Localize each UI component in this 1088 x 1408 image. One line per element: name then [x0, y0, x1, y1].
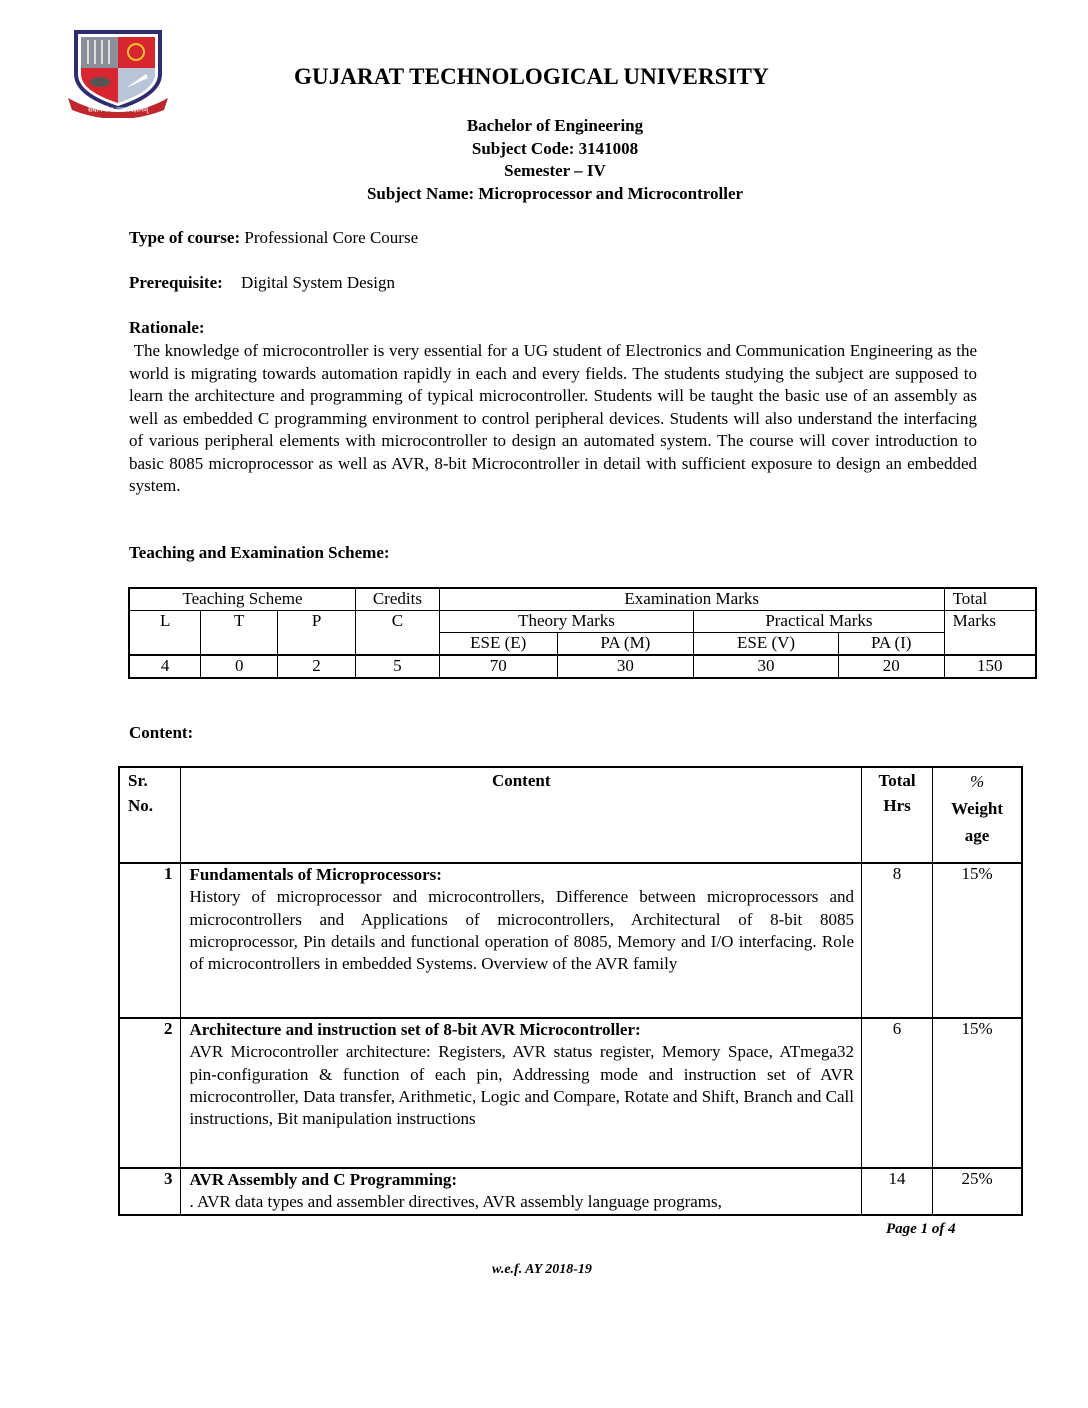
content-heading: Content:	[129, 723, 194, 742]
col-pa-m: PA (M)	[557, 633, 694, 656]
prerequisite-label: Prerequisite:	[129, 273, 223, 292]
scheme-heading: Teaching and Examination Scheme:	[129, 543, 390, 562]
row-hrs: 6	[862, 1018, 933, 1168]
row-title: Architecture and instruction set of 8-bit AVR Microcontroller:	[189, 1020, 641, 1039]
header-weightage: % Weight age	[933, 767, 1022, 863]
row-hrs: 8	[862, 863, 933, 1018]
row-title: Fundamentals of Microprocessors:	[189, 865, 442, 884]
row-content	[181, 1018, 862, 1168]
prerequisite	[129, 273, 395, 293]
gtu-crest-logo	[64, 24, 172, 118]
row-weight: 15%	[933, 1018, 1022, 1168]
value-ese-e: 70	[439, 655, 557, 678]
row-weight: 25%	[933, 1168, 1022, 1215]
teaching-scheme-header: Teaching Scheme	[129, 588, 355, 611]
row-weight: 15%	[933, 863, 1022, 1018]
prerequisite-value: Digital System Design	[241, 273, 395, 292]
content-table	[118, 766, 1023, 1216]
subject-code: Subject Code: 3141008	[471, 138, 639, 158]
col-ese-v: ESE (V)	[694, 633, 839, 656]
col-pa-i: PA (I)	[838, 633, 944, 656]
col-L: L	[129, 611, 201, 656]
content-row	[119, 1018, 1022, 1168]
row-body: . AVR data types and assembler directives, AVR assembly language programs,	[189, 1192, 722, 1212]
course-header	[300, 115, 810, 205]
practical-marks-header: Practical Marks	[694, 611, 944, 633]
col-T: T	[201, 611, 278, 656]
rationale-text: The knowledge of microcontroller is very essential for a UG student of Electronics and Communication Engineering as the world is migrating towards automation rapidly in each and every fields. The students studying the subject are supposed to learn the architecture and programming of typical microcontroller. Students will be taught the basic use of an assembly as well as embedded C programming environment to control peripheral devices. Students will also understand the interfacing of various peripheral elements with microcontroller to design an automated system. The course will cover introduction to basic 8085 microprocessor as well as AVR, 8-bit Microcontroller in detail with sufficient exposure to design an embedded system.	[129, 341, 977, 495]
row-body: AVR Microcontroller architecture: Registers, AVR status register, Memory Space, ATmega32 pin-configuration & function of each pin, Addressing mode and instruction set of AVR microcontroller, Data transfer, Arithmetic, Logic and Compare, Rotate and Shift, Branch and Call instructions, Bit manipulation instructions	[189, 1042, 854, 1129]
logo-motto: सर्वनिर्माण ज्ञान विज्ञानम्	[87, 106, 149, 114]
row-sr: 3	[119, 1168, 181, 1215]
degree-name: Bachelor of Engineering	[466, 116, 644, 135]
value-T: 0	[201, 655, 278, 678]
content-row	[119, 1168, 1022, 1215]
col-C: C	[355, 611, 439, 656]
value-pa-m: 30	[557, 655, 694, 678]
credits-header: Credits	[355, 588, 439, 611]
row-hrs: 14	[862, 1168, 933, 1215]
page-number: Page 1 of 4	[886, 1221, 956, 1237]
semester: Semester – IV	[504, 161, 606, 180]
row-content	[181, 863, 862, 1018]
rationale-heading: Rationale:	[129, 318, 205, 337]
row-sr: 1	[119, 863, 181, 1018]
header-total-hrs: Total Hrs	[862, 767, 933, 863]
value-P: 2	[278, 655, 356, 678]
university-title: GUJARAT TECHNOLOGICAL UNIVERSITY	[294, 64, 769, 89]
row-title: AVR Assembly and C Programming:	[189, 1170, 458, 1189]
exam-marks-header: Examination Marks	[439, 588, 944, 611]
course-type-value: Professional Core Course	[244, 228, 419, 247]
effective-year: w.e.f. AY 2018-19	[492, 1262, 592, 1277]
teaching-exam-scheme-table	[128, 587, 1037, 679]
theory-marks-header: Theory Marks	[439, 611, 693, 633]
col-P: P	[278, 611, 356, 656]
header-sr-no: Sr. No.	[119, 767, 181, 863]
total-marks-header-2: Marks	[944, 611, 1036, 656]
row-content	[181, 1168, 862, 1215]
course-type-label: Type of course:	[129, 228, 241, 247]
value-ese-v: 30	[694, 655, 839, 678]
row-sr: 2	[119, 1018, 181, 1168]
value-pa-i: 20	[838, 655, 944, 678]
value-C: 5	[355, 655, 439, 678]
subject-name: Subject Name: Microprocessor and Microcontroller	[366, 183, 744, 203]
total-marks-header-1: Total	[944, 588, 1036, 611]
row-body: History of microprocessor and microcontrollers, Difference between microprocessors and microcontrollers and Applications of microcontrollers, Architectural of 8-bit 8085 microprocessor, Pin details and functional operation of 8085, Memory and I/O interfacing. Role of microcontrollers in embedded Systems. Overview of the AVR family	[189, 887, 854, 974]
col-ese-e: ESE (E)	[439, 633, 557, 656]
course-type	[129, 228, 418, 248]
content-row	[119, 863, 1022, 1018]
header-content: Content	[181, 767, 862, 863]
value-total: 150	[944, 655, 1036, 678]
value-L: 4	[129, 655, 201, 678]
